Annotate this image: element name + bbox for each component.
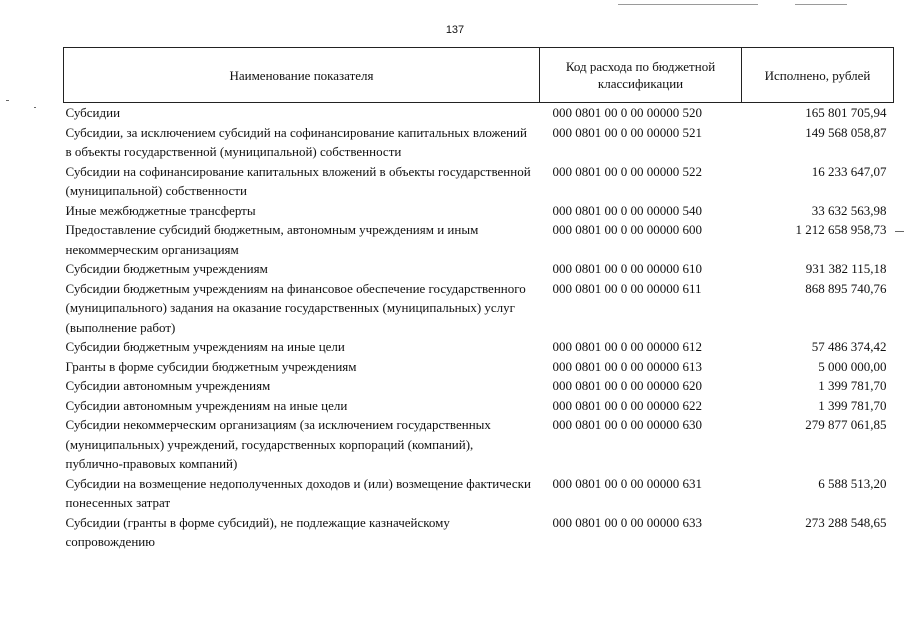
table-row: [64, 376, 894, 396]
row-amount: 16 233 647,07: [811, 163, 887, 179]
row-code: 000 0801 00 0 00 00000 630: [552, 417, 702, 432]
page-number: 137: [445, 24, 465, 36]
header-amount: Исполнено, рублей: [742, 48, 894, 103]
table-row: [64, 415, 894, 474]
row-amount: 165 801 705,94: [805, 105, 887, 120]
row-name: Субсидии (гранты в форме субсидий), не подлежащие казначейскому сопровождению: [65, 514, 450, 549]
table-row: [64, 103, 894, 123]
row-name: Гранты в форме субсидии бюджетным учреждениям: [65, 358, 357, 374]
row-code: 000 0801 00 0 00 00000 620: [552, 378, 702, 393]
row-name: Предоставление субсидий бюджетным, автономным учреждениям и иным некоммерческим организациям: [65, 222, 479, 257]
row-code: 000 0801 00 0 00 00000 521: [552, 124, 702, 140]
row-name: Субсидии бюджетным учреждениям на иные цели: [65, 339, 345, 354]
row-amount: 5 000 000,00: [818, 358, 887, 374]
scan-mark: [6, 100, 9, 101]
table-row: [64, 259, 894, 279]
table-row: [64, 201, 894, 221]
row-amount: 33 632 563,98: [811, 202, 887, 218]
table-row: [64, 513, 894, 552]
header-code: Код расхода по бюджетной классификации: [540, 48, 742, 103]
table-row: [64, 123, 894, 162]
table-row: [64, 337, 894, 357]
row-code: 000 0801 00 0 00 00000 600: [552, 222, 702, 237]
row-code: 000 0801 00 0 00 00000 540: [552, 202, 702, 218]
row-amount: 931 382 115,18: [805, 261, 887, 276]
table-row: [64, 220, 894, 259]
header-name: Наименование показателя: [64, 48, 540, 103]
row-code: 000 0801 00 0 00 00000 522: [552, 163, 702, 179]
table-body: [64, 103, 894, 552]
row-amount: 1 212 658 958,73: [795, 222, 887, 237]
row-name: Субсидии: [65, 105, 121, 120]
table-row: [64, 474, 894, 513]
row-name: Субсидии на софинансирование капитальных вложений в объекты государственной (муниципальной) собственности: [65, 163, 531, 198]
row-code: 000 0801 00 0 00 00000 633: [552, 514, 702, 530]
row-name: Субсидии бюджетным учреждениям: [65, 261, 268, 276]
row-name: Субсидии на возмещение недополученных доходов и (или) возмещение фактически понесенных затрат: [65, 475, 531, 510]
row-amount: 1 399 781,70: [818, 378, 887, 393]
row-amount: 57 486 374,42: [811, 339, 887, 354]
row-amount: 279 877 061,85: [805, 417, 887, 432]
row-name: Субсидии, за исключением субсидий на софинансирование капитальных вложений в объекты государственной (муниципальной) собственности: [65, 124, 527, 159]
row-amount: 6 588 513,20: [818, 475, 887, 491]
table-row: [64, 162, 894, 201]
row-name: Субсидии автономным учреждениям на иные цели: [65, 397, 348, 413]
row-code: 000 0801 00 0 00 00000 613: [552, 358, 702, 374]
row-code: 000 0801 00 0 00 00000 611: [552, 280, 702, 296]
table-row: [64, 279, 894, 338]
scan-mark: [895, 231, 904, 232]
table-header-row: [64, 48, 894, 103]
row-amount: 273 288 548,65: [805, 514, 887, 530]
row-code: 000 0801 00 0 00 00000 520: [552, 105, 702, 120]
row-name: Субсидии некоммерческим организациям (за исключением государственных (муниципальных) учреждений, государственных корпораций (компаний), публично-правовых компаний): [65, 417, 491, 471]
row-code: 000 0801 00 0 00 00000 631: [552, 475, 702, 491]
row-code: 000 0801 00 0 00 00000 610: [552, 261, 702, 276]
table-row: [64, 396, 894, 416]
row-amount: 1 399 781,70: [818, 397, 887, 413]
row-name: Иные межбюджетные трансферты: [65, 202, 256, 218]
row-name: Субсидии бюджетным учреждениям на финансовое обеспечение государственного (муниципального) задания на оказание государственных (муниципальных) услуг (выполнение работ): [65, 280, 526, 335]
row-name: Субсидии автономным учреждениям: [65, 378, 271, 393]
scan-top-line: [795, 4, 847, 5]
row-code: 000 0801 00 0 00 00000 612: [552, 339, 702, 354]
row-amount: 149 568 058,87: [805, 124, 887, 140]
table-row: [64, 357, 894, 377]
scan-top-line: [618, 4, 758, 5]
scan-mark: [34, 107, 36, 108]
row-amount: 868 895 740,76: [805, 280, 887, 296]
row-code: 000 0801 00 0 00 00000 622: [552, 397, 702, 413]
expenditure-table: [63, 47, 894, 552]
